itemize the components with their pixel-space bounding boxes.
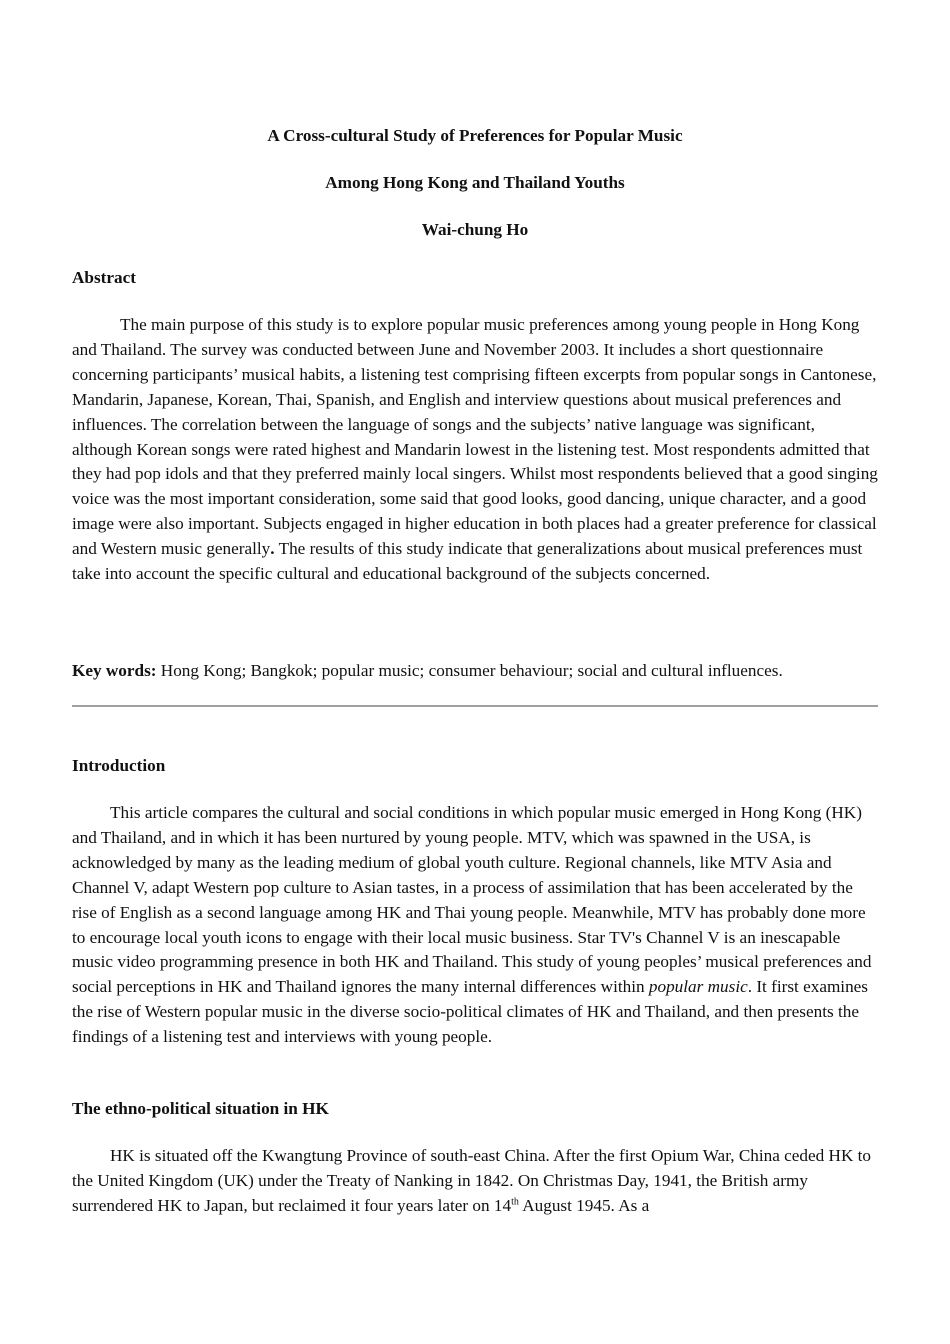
intro-text-1: This article compares the cultural and social conditions in which popular music emerged in Hong Kong (HK) and Thailand, and in which it has been nurtured by young people. MTV, which was spawned in the USA, is acknowledged by many as the leading medium of global youth culture. Regional channels, like MTV Asia and Channel V, adapt Western pop culture to Asian tastes, in a process of assimilation that has been accelerated by the rise of English as a second language among HK and Thai young people. Meanwhile, MTV has probably done more to encourage local youth icons to engage with their local music business. Star TV's Channel V is an inescapable music video programming presence in both HK and Thailand. This study of young peoples’ musical preferences and social perceptions in HK and Thailand ignores the many internal differences within bbox=[72, 803, 872, 997]
ethno-text-1: HK is situated off the Kwangtung Province of south-east China. After the first Opium War, China ceded HK to the United Kingdom (UK) under the Treaty of Nanking in 1842. On Christmas Day, 1941, the British army surrendered HK to Japan, but reclaimed it four years later on 14 bbox=[72, 1146, 872, 1215]
ethno-political-heading: The ethno-political situation in HK bbox=[72, 1099, 329, 1118]
intro-text-2: . It first examines the rise of Western popular music in the diverse socio-political climates of HK and Thailand, and then presents the findings of a listening test and interviews with young people. bbox=[72, 977, 868, 1047]
ethno-political-paragraph bbox=[72, 1144, 878, 1219]
title-line-1: A Cross-cultural Study of Preferences for Popular Music bbox=[267, 126, 683, 145]
keywords-label: Key words: bbox=[72, 661, 157, 680]
section-divider bbox=[72, 705, 878, 707]
abstract-heading: Abstract bbox=[72, 268, 136, 287]
introduction-paragraph bbox=[72, 801, 878, 1050]
introduction-heading: Introduction bbox=[72, 756, 166, 775]
abstract-bold-period: . bbox=[270, 539, 275, 559]
ordinal-superscript: th bbox=[511, 1196, 519, 1208]
keywords-text: Hong Kong; Bangkok; popular music; consumer behaviour; social and cultural influences. bbox=[156, 661, 783, 680]
intro-italic-term: popular music bbox=[648, 977, 748, 997]
title-line-2: Among Hong Kong and Thailand Youths bbox=[325, 173, 625, 192]
abstract-paragraph bbox=[72, 313, 878, 587]
abstract-text-1: The main purpose of this study is to explore popular music preferences among young people in Hong Kong and Thailand. The survey was conducted between June and November 2003. It includes a short questionnaire concerning participants’ musical habits, a listening test comprising fifteen excerpts from popular songs in Cantonese, Mandarin, Japanese, Korean, Thai, Spanish, and English and interview questions about musical preferences and influences. The correlation between the language of songs and the subjects’ native language was significant, although Korean songs were rated highest and Mandarin lowest in the listening test. Most respondents admitted that they had pop idols and that they preferred mainly local singers. Whilst most respondents believed that a good singing voice was the most important consideration, some said that good looks, good dancing, unique character, and a good image were also important. Subjects engaged in higher education in both places had a greater preference for classical and Western music generally bbox=[72, 315, 878, 559]
author-name: Wai-chung Ho bbox=[421, 220, 529, 239]
abstract-text-2: The results of this study indicate that generalizations about musical preferences must take into account the specific cultural and educational background of the subjects concerned. bbox=[72, 539, 863, 584]
ethno-text-2: August 1945. As a bbox=[518, 1195, 650, 1215]
keywords-paragraph bbox=[72, 659, 878, 684]
